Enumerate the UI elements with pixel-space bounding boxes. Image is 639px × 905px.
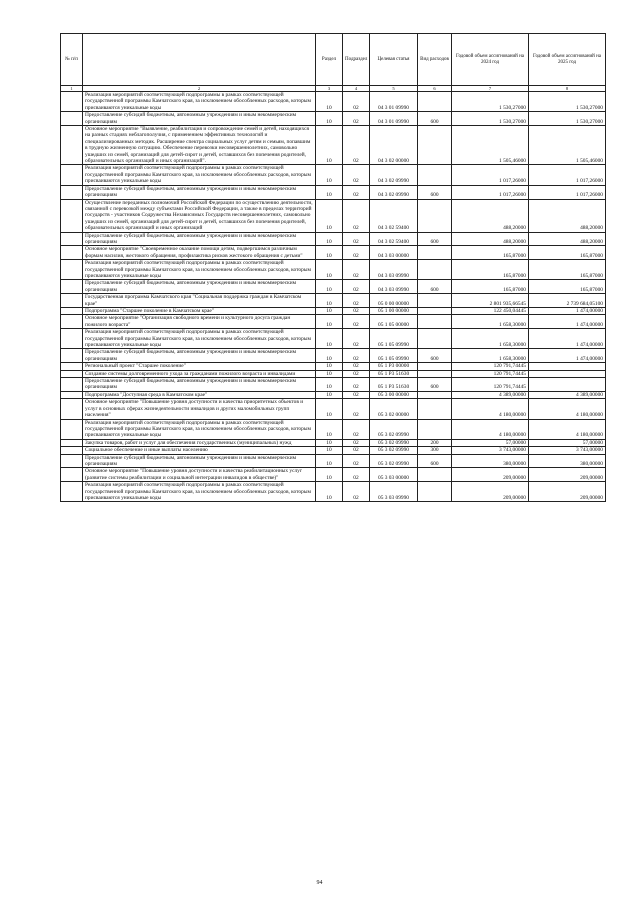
row-amount-2025: 488,20000 — [529, 232, 606, 246]
row-name: Основное мероприятие "Повышение уровня доступности и качества реабилитационных услуг (развитие системы реабилитации и социальной интеграции инвалидов в обществе)" — [83, 468, 316, 482]
row-number — [61, 378, 83, 392]
row-name: Реализация мероприятий соответствующей подпрограммы в рамках соответствующей государственной программы Камчатского края, за исключением обособленных расходов, которым присваиваются уникальные коды — [83, 482, 316, 502]
row-section: 10 — [316, 126, 343, 165]
row-name: Подпрограмма "Доступная среда в Камчатском крае" — [83, 391, 316, 398]
row-target: 04 3 02 59400 — [370, 232, 418, 246]
row-section: 10 — [316, 329, 343, 349]
row-exptype: 300 — [418, 447, 452, 454]
row-subsection: 02 — [343, 260, 370, 280]
budget-page — [60, 33, 605, 502]
table-body — [61, 92, 606, 502]
row-section: 10 — [316, 454, 343, 468]
row-exptype — [418, 399, 452, 419]
row-exptype: 600 — [418, 232, 452, 246]
row-section: 10 — [316, 232, 343, 246]
row-target: 05 1 P3 00000 — [370, 363, 418, 370]
row-amount-2025: 1 530,27000 — [529, 112, 606, 126]
column-number: 5 — [370, 86, 418, 92]
row-number — [61, 280, 83, 294]
column-number: 8 — [529, 86, 606, 92]
row-number — [61, 232, 83, 246]
table-row — [61, 399, 606, 419]
row-name: Реализация мероприятий соответствующей подпрограммы в рамках соответствующей государственной программы Камчатского края, за исключением обособленных расходов, которым присваиваются уникальные коды — [83, 329, 316, 349]
row-target: 05 3 03 09990 — [370, 482, 418, 502]
row-amount-2025: 2 739 684,05100 — [529, 294, 606, 308]
row-number — [61, 454, 83, 468]
row-subsection: 02 — [343, 349, 370, 363]
row-section: 10 — [316, 349, 343, 363]
row-subsection: 02 — [343, 294, 370, 308]
header-target: Целевая статья — [370, 34, 418, 86]
row-section: 10 — [316, 391, 343, 398]
row-target: 05 1 00 00000 — [370, 308, 418, 315]
row-section: 10 — [316, 439, 343, 446]
row-subsection: 02 — [343, 482, 370, 502]
row-amount-2025: 1 530,27000 — [529, 92, 606, 112]
table-row — [61, 294, 606, 308]
table-row — [61, 165, 606, 185]
row-target: 05 0 00 00000 — [370, 294, 418, 308]
row-number — [61, 363, 83, 370]
row-amount-2024: 3 743,00000 — [452, 447, 529, 454]
table-row — [61, 260, 606, 280]
row-amount-2025: 165,87000 — [529, 260, 606, 280]
column-number: 4 — [343, 86, 370, 92]
row-number — [61, 399, 83, 419]
row-exptype: 600 — [418, 185, 452, 199]
row-name: Предоставление субсидий бюджетным, автономным учреждениям и иным некоммерческим организациям — [83, 349, 316, 363]
row-subsection: 02 — [343, 246, 370, 260]
page-number: 94 — [316, 880, 323, 886]
row-amount-2025: 57,00000 — [529, 439, 606, 446]
row-section: 10 — [316, 165, 343, 185]
row-subsection: 02 — [343, 378, 370, 392]
row-amount-2024: 380,00000 — [452, 454, 529, 468]
table-row — [61, 363, 606, 370]
row-amount-2025: 380,00000 — [529, 454, 606, 468]
column-number: 3 — [316, 86, 343, 92]
row-target: 04 3 01 09990 — [370, 112, 418, 126]
row-target: 04 3 03 00000 — [370, 246, 418, 260]
row-target: 04 3 02 09990 — [370, 185, 418, 199]
row-section: 10 — [316, 280, 343, 294]
table-row — [61, 185, 606, 199]
row-amount-2025 — [529, 363, 606, 370]
row-name: Осуществление переданных полномочий Российской Федерации по осуществлению деятельности, связанной с перевозкой между субъектами Российской Федерации, а также в пределах территорий государств - участников Содружества Независимых Государств несовершеннолетних, самовольно ушедших из семей, организаций для детей-сирот и детей, оставшихся без попечения родителей, образовательных организаций и иных организаций — [83, 199, 316, 232]
row-subsection: 02 — [343, 363, 370, 370]
row-number — [61, 447, 83, 454]
row-amount-2025: 4 180,00000 — [529, 399, 606, 419]
table-row — [61, 439, 606, 446]
row-subsection: 02 — [343, 315, 370, 329]
row-amount-2024: 1 530,27000 — [452, 92, 529, 112]
row-subsection: 02 — [343, 185, 370, 199]
row-subsection: 02 — [343, 399, 370, 419]
row-section: 10 — [316, 260, 343, 280]
row-amount-2024: 120 791,74445 — [452, 363, 529, 370]
row-name: Основное мероприятие "Организация свободного времени и культурного досуга граждан пожилого возраста" — [83, 315, 316, 329]
row-exptype — [418, 329, 452, 349]
row-section: 10 — [316, 378, 343, 392]
row-subsection: 02 — [343, 92, 370, 112]
row-target: 05 3 03 00000 — [370, 468, 418, 482]
row-exptype: 600 — [418, 280, 452, 294]
table-row — [61, 419, 606, 439]
row-exptype: 600 — [418, 349, 452, 363]
row-subsection: 02 — [343, 468, 370, 482]
row-amount-2024: 57,00000 — [452, 439, 529, 446]
row-amount-2024: 488,20000 — [452, 199, 529, 232]
row-exptype — [418, 92, 452, 112]
table-row — [61, 378, 606, 392]
row-name: Государственная программа Камчатского края "Социальная поддержка граждан в Камчатском крае" — [83, 294, 316, 308]
row-subsection: 02 — [343, 454, 370, 468]
row-number — [61, 315, 83, 329]
row-section: 10 — [316, 294, 343, 308]
table-row — [61, 126, 606, 165]
row-exptype — [418, 308, 452, 315]
row-exptype — [418, 363, 452, 370]
row-number — [61, 185, 83, 199]
row-name: Предоставление субсидий бюджетным, автономным учреждениям и иным некоммерческим организациям — [83, 185, 316, 199]
row-exptype: 600 — [418, 378, 452, 392]
row-amount-2025 — [529, 370, 606, 377]
row-name: Предоставление субсидий бюджетным, автономным учреждениям и иным некоммерческим организациям — [83, 280, 316, 294]
row-subsection: 02 — [343, 419, 370, 439]
row-exptype — [418, 370, 452, 377]
row-number — [61, 126, 83, 165]
row-target: 05 1 05 09990 — [370, 329, 418, 349]
row-amount-2025 — [529, 378, 606, 392]
row-subsection: 02 — [343, 370, 370, 377]
row-section: 10 — [316, 308, 343, 315]
row-amount-2024: 2 801 935,66545 — [452, 294, 529, 308]
row-amount-2025: 1 505,46000 — [529, 126, 606, 165]
row-number — [61, 391, 83, 398]
column-number: 7 — [452, 86, 529, 92]
table-row — [61, 112, 606, 126]
row-target: 05 3 02 09990 — [370, 419, 418, 439]
row-section: 10 — [316, 447, 343, 454]
row-section: 10 — [316, 246, 343, 260]
table-row — [61, 199, 606, 232]
row-number — [61, 308, 83, 315]
row-subsection: 02 — [343, 308, 370, 315]
row-target: 04 3 01 09990 — [370, 92, 418, 112]
row-section: 10 — [316, 112, 343, 126]
row-amount-2024: 4 389,00000 — [452, 391, 529, 398]
row-amount-2024: 165,87000 — [452, 246, 529, 260]
row-number — [61, 260, 83, 280]
row-number — [61, 246, 83, 260]
row-target: 04 3 02 00000 — [370, 126, 418, 165]
row-amount-2024: 1 658,30000 — [452, 315, 529, 329]
row-amount-2025: 4 389,00000 — [529, 391, 606, 398]
row-number — [61, 329, 83, 349]
row-exptype: 600 — [418, 112, 452, 126]
row-exptype — [418, 199, 452, 232]
row-amount-2025: 1 474,00000 — [529, 315, 606, 329]
row-number — [61, 419, 83, 439]
column-number: 6 — [418, 86, 452, 92]
row-subsection: 02 — [343, 391, 370, 398]
row-amount-2024: 209,00000 — [452, 482, 529, 502]
row-subsection: 02 — [343, 280, 370, 294]
row-amount-2025: 4 180,00000 — [529, 419, 606, 439]
header-y2024: Годовой объем ассигнований на 2024 год — [452, 34, 529, 86]
row-amount-2025: 1 474,00000 — [529, 349, 606, 363]
row-amount-2025: 165,87000 — [529, 280, 606, 294]
row-number — [61, 92, 83, 112]
header-section: Раздел — [316, 34, 343, 86]
row-name: Региональный проект "Старшее поколение" — [83, 363, 316, 370]
row-name: Закупка товаров, работ и услуг для обеспечения государственных (муниципальных) нужд — [83, 439, 316, 446]
table-row — [61, 482, 606, 502]
row-section: 10 — [316, 363, 343, 370]
row-target: 04 3 03 09990 — [370, 260, 418, 280]
row-name: Создание системы долговременного ухода за гражданами пожилого возраста и инвалидами — [83, 370, 316, 377]
row-subsection: 02 — [343, 199, 370, 232]
row-subsection: 02 — [343, 165, 370, 185]
row-target: 05 3 02 09990 — [370, 447, 418, 454]
table-row — [61, 232, 606, 246]
row-subsection: 02 — [343, 232, 370, 246]
row-number — [61, 294, 83, 308]
row-section: 10 — [316, 468, 343, 482]
row-exptype: 600 — [418, 454, 452, 468]
row-amount-2024: 488,20000 — [452, 232, 529, 246]
row-exptype — [418, 419, 452, 439]
row-number — [61, 439, 83, 446]
row-amount-2025: 165,87000 — [529, 246, 606, 260]
row-amount-2025: 1 017,26000 — [529, 165, 606, 185]
row-amount-2024: 120 791,74445 — [452, 378, 529, 392]
row-number — [61, 165, 83, 185]
row-amount-2024: 4 180,00000 — [452, 399, 529, 419]
row-name: Реализация мероприятий соответствующей подпрограммы в рамках соответствующей государственной программы Камчатского края, за исключением обособленных расходов, которым присваиваются уникальные коды — [83, 260, 316, 280]
row-exptype — [418, 246, 452, 260]
row-section: 10 — [316, 370, 343, 377]
row-subsection: 02 — [343, 126, 370, 165]
row-number — [61, 349, 83, 363]
header-num: № п/п — [61, 34, 83, 86]
table-row — [61, 280, 606, 294]
row-target: 04 3 02 59400 — [370, 199, 418, 232]
row-amount-2024: 122 450,04445 — [452, 308, 529, 315]
row-name: Реализация мероприятий соответствующей подпрограммы в рамках соответствующей государственной программы Камчатского края, за исключением обособленных расходов, которым присваиваются уникальные коды — [83, 92, 316, 112]
row-amount-2025: 3 743,00000 — [529, 447, 606, 454]
row-target: 05 1 P3 51630 — [370, 378, 418, 392]
row-name: Основное мероприятие "Повышение уровня доступности и качества приоритетных объектов и услуг в основных сферах жизнедеятельности инвалидов и других маломобильных групп населения" — [83, 399, 316, 419]
row-exptype — [418, 468, 452, 482]
row-amount-2024: 1 017,26000 — [452, 165, 529, 185]
row-amount-2025: 209,00000 — [529, 482, 606, 502]
row-exptype — [418, 391, 452, 398]
row-amount-2024: 120 791,74445 — [452, 370, 529, 377]
row-exptype — [418, 165, 452, 185]
row-exptype — [418, 294, 452, 308]
header-subsection: Подраздел — [343, 34, 370, 86]
row-section: 10 — [316, 185, 343, 199]
row-amount-2025: 209,00000 — [529, 468, 606, 482]
row-target: 05 1 P3 51630 — [370, 370, 418, 377]
budget-table — [60, 33, 606, 502]
row-number — [61, 370, 83, 377]
row-amount-2025: 1 017,26000 — [529, 185, 606, 199]
row-name: Предоставление субсидий бюджетным, автономным учреждениям и иным некоммерческим организациям — [83, 454, 316, 468]
row-number — [61, 199, 83, 232]
row-name: Основное мероприятие "Своевременное оказание помощи детям, подвергшимся различным формам насилия, жестокого обращения, профилактика рисков жестокого обращения с детьми" — [83, 246, 316, 260]
row-name: Социальное обеспечение и иные выплаты населению — [83, 447, 316, 454]
row-target: 05 3 02 00000 — [370, 399, 418, 419]
row-amount-2024: 1 017,26000 — [452, 185, 529, 199]
row-exptype — [418, 315, 452, 329]
header-exptype: Вид расходов — [418, 34, 452, 86]
row-exptype — [418, 260, 452, 280]
row-section: 10 — [316, 199, 343, 232]
row-name: Реализация мероприятий соответствующей подпрограммы в рамках соответствующей государственной программы Камчатского края, за исключением обособленных расходов, которым присваиваются уникальные коды — [83, 165, 316, 185]
row-section: 10 — [316, 315, 343, 329]
row-target: 05 1 05 00000 — [370, 315, 418, 329]
row-section: 10 — [316, 482, 343, 502]
table-row — [61, 454, 606, 468]
table-row — [61, 92, 606, 112]
row-name: Предоставление субсидий бюджетным, автономным учреждениям и иным некоммерческим организациям — [83, 112, 316, 126]
row-amount-2024: 165,87000 — [452, 280, 529, 294]
row-number — [61, 468, 83, 482]
column-number: 2 — [83, 86, 316, 92]
row-target: 05 3 02 09990 — [370, 454, 418, 468]
row-exptype — [418, 482, 452, 502]
row-amount-2024: 165,87000 — [452, 260, 529, 280]
table-row — [61, 329, 606, 349]
row-name: Предоставление субсидий бюджетным, автономным учреждениям и иным некоммерческим организациям — [83, 232, 316, 246]
table-row — [61, 246, 606, 260]
row-target: 05 3 00 00000 — [370, 391, 418, 398]
row-subsection: 02 — [343, 112, 370, 126]
row-exptype: 200 — [418, 439, 452, 446]
row-amount-2024: 4 180,00000 — [452, 419, 529, 439]
header-y2025: Годовой объем ассигнований на 2025 год — [529, 34, 606, 86]
row-target: 04 3 03 09990 — [370, 280, 418, 294]
row-number — [61, 482, 83, 502]
row-amount-2024: 209,00000 — [452, 468, 529, 482]
row-amount-2025: 488,20000 — [529, 199, 606, 232]
row-name: Реализация мероприятий соответствующей подпрограммы в рамках соответствующей государственной программы Камчатского края, за исключением обособленных расходов, которым присваиваются уникальные коды — [83, 419, 316, 439]
table-row — [61, 447, 606, 454]
row-amount-2024: 1 530,27000 — [452, 112, 529, 126]
header-name — [83, 34, 316, 86]
row-target: 04 3 02 09990 — [370, 165, 418, 185]
row-subsection: 02 — [343, 447, 370, 454]
row-name: Основное мероприятие "Выявление, реабилитация и сопровождение семей и детей, находящихся на разных стадиях неблагополучия, с применением эффективных технологий и специализированных методик. Расширение спектра социальных услуг детям и семьям, попавшим в трудную жизненную ситуацию. Обеспечение перевозки несовершеннолетних, самовольно ушедших из семей, организаций для детей-сирот и детей, оставшихся без попечения родителей, образовательных организаций и иных организаций". — [83, 126, 316, 165]
row-section: 10 — [316, 92, 343, 112]
table-row — [61, 468, 606, 482]
row-number — [61, 112, 83, 126]
row-target: 05 1 05 09990 — [370, 349, 418, 363]
row-amount-2024: 1 658,30000 — [452, 329, 529, 349]
row-amount-2025: 1 474,00000 — [529, 329, 606, 349]
row-name: Предоставление субсидий бюджетным, автономным учреждениям и иным некоммерческим организациям — [83, 378, 316, 392]
table-row — [61, 391, 606, 398]
row-subsection: 02 — [343, 329, 370, 349]
table-row — [61, 370, 606, 377]
table-row — [61, 315, 606, 329]
row-subsection: 02 — [343, 439, 370, 446]
row-amount-2024: 1 505,46000 — [452, 126, 529, 165]
row-section: 10 — [316, 399, 343, 419]
row-exptype — [418, 126, 452, 165]
row-name: Подпрограмма "Старшее поколение в Камчатском крае" — [83, 308, 316, 315]
row-amount-2024: 1 658,30000 — [452, 349, 529, 363]
row-amount-2025: 1 474,00000 — [529, 308, 606, 315]
table-row — [61, 349, 606, 363]
table-row — [61, 308, 606, 315]
row-section: 10 — [316, 419, 343, 439]
row-target: 05 3 02 09990 — [370, 439, 418, 446]
column-number: 1 — [61, 86, 83, 92]
